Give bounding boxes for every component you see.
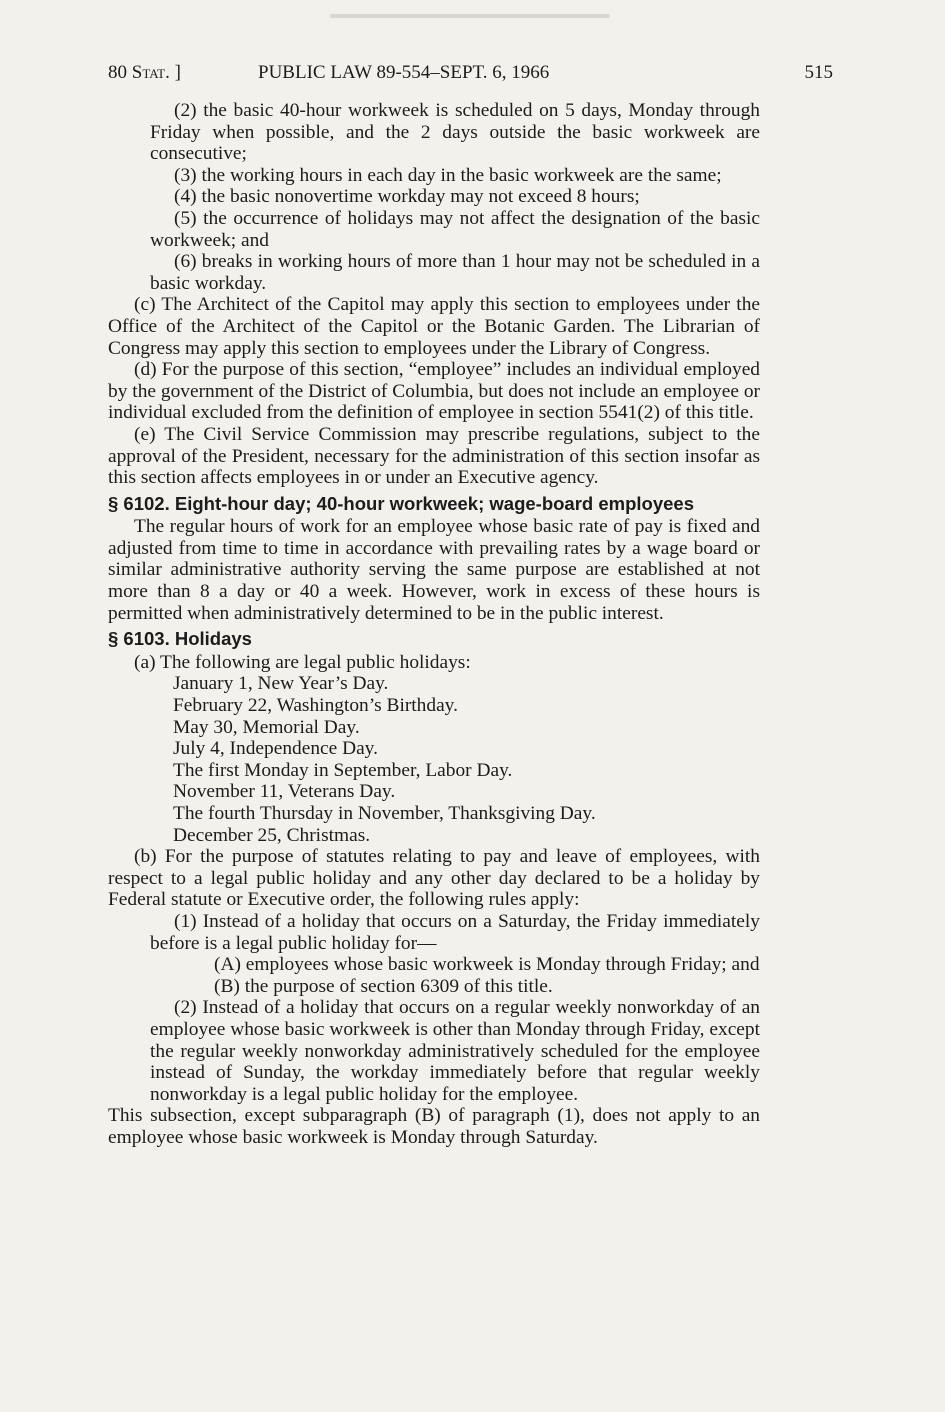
- section-heading-6102: § 6102. Eight-hour day; 40-hour workweek; wage-board employees: [108, 492, 694, 514]
- paragraph-5: (5) the occurrence of holidays may not affect the designation of the basic workweek; and: [150, 207, 760, 251]
- subsection-tail: This subsection, except subparagraph (B) of paragraph (1), does not apply to an employee whose basic workweek is Monday through Saturday.: [108, 1105, 760, 1148]
- header-title: PUBLIC LAW 89-554–SEPT. 6, 1966: [258, 62, 550, 83]
- paragraph-3: (3) the working hours in each day in the basic workweek are the same;: [174, 164, 722, 186]
- list-item: December 25, Christmas.: [173, 824, 371, 846]
- paragraph-b1: (1) Instead of a holiday that occurs on a Saturday, the Friday immediately before is a legal public holiday for—: [150, 910, 760, 954]
- subsection-e: (e) The Civil Service Commission may prescribe regulations, subject to the approval of the President, necessary for the administration of this section insofar as this section affects employees in or under an Executive agency.: [108, 423, 760, 489]
- subsection-d: (d) For the purpose of this section, “employee” includes an individual employed by the government of the District of Columbia, but does not include an employee or individual excluded from the definition of employee in section 5541(2) of this title.: [108, 359, 760, 424]
- list-item: November 11, Veterans Day.: [173, 781, 396, 803]
- statute-text: [108, 100, 760, 1149]
- holiday-list: [108, 673, 760, 846]
- subsection-c: (c) The Architect of the Capitol may apply this section to employees under the Office of the Architect of the Capitol or the Botanic Garden. The Librarian of Congress may apply this section to employees under the Library of Congress.: [108, 294, 760, 359]
- subsection-b: (b) For the purpose of statutes relating to pay and leave of employees, with respect to a legal public holiday and any other day declared to be a holiday by Federal statute or Executive order, the following rules apply:: [108, 846, 760, 911]
- paragraph-6: (6) breaks in working hours of more than 1 hour may not be scheduled in a basic workday.: [150, 251, 760, 294]
- scan-artifact: [330, 14, 610, 18]
- list-item: February 22, Washington’s Birthday.: [173, 695, 458, 717]
- page-header: [108, 62, 833, 88]
- subparagraph-B: (B) the purpose of section 6309 of this title.: [214, 975, 553, 997]
- list-item: July 4, Independence Day.: [173, 738, 378, 760]
- list-item: May 30, Memorial Day.: [173, 716, 360, 738]
- paragraph-4: (4) the basic nonovertime workday may not exceed 8 hours;: [174, 186, 640, 208]
- subparagraph-A: (A) employees whose basic workweek is Monday through Friday; and: [214, 954, 760, 976]
- paragraph-2: (2) the basic 40-hour workweek is scheduled on 5 days, Monday through Friday when possible, and the 2 days outside the basic workweek are consecutive;: [150, 100, 760, 165]
- section-heading-6103: § 6103. Holidays: [108, 628, 252, 650]
- list-item: The fourth Thursday in November, Thanksgiving Day.: [173, 803, 596, 824]
- header-citation: 80 Stat. ]: [108, 62, 181, 83]
- subsection-a: (a) The following are legal public holidays:: [134, 651, 471, 673]
- paragraph-b2: (2) Instead of a holiday that occurs on a regular weekly nonworkday of an employee whose basic workweek is other than Monday through Friday, except the regular weekly nonworkday administratively scheduled for the employee instead of Sunday, the workday immediately before that regular weekly nonworkday is a legal public holiday for the employee.: [150, 997, 760, 1105]
- section-6102-text: The regular hours of work for an employee whose basic rate of pay is fixed and adjusted from time to time in accordance with prevailing rates by a wage board or similar administrative authority serving the same purpose are established at not more than 8 a day or 40 a week. However, work in excess of these hours is permitted when administratively determined to be in the public interest.: [108, 516, 760, 624]
- page-number: 515: [804, 62, 833, 83]
- list-item: The first Monday in September, Labor Day.: [173, 759, 513, 781]
- list-item: January 1, New Year’s Day.: [173, 673, 389, 695]
